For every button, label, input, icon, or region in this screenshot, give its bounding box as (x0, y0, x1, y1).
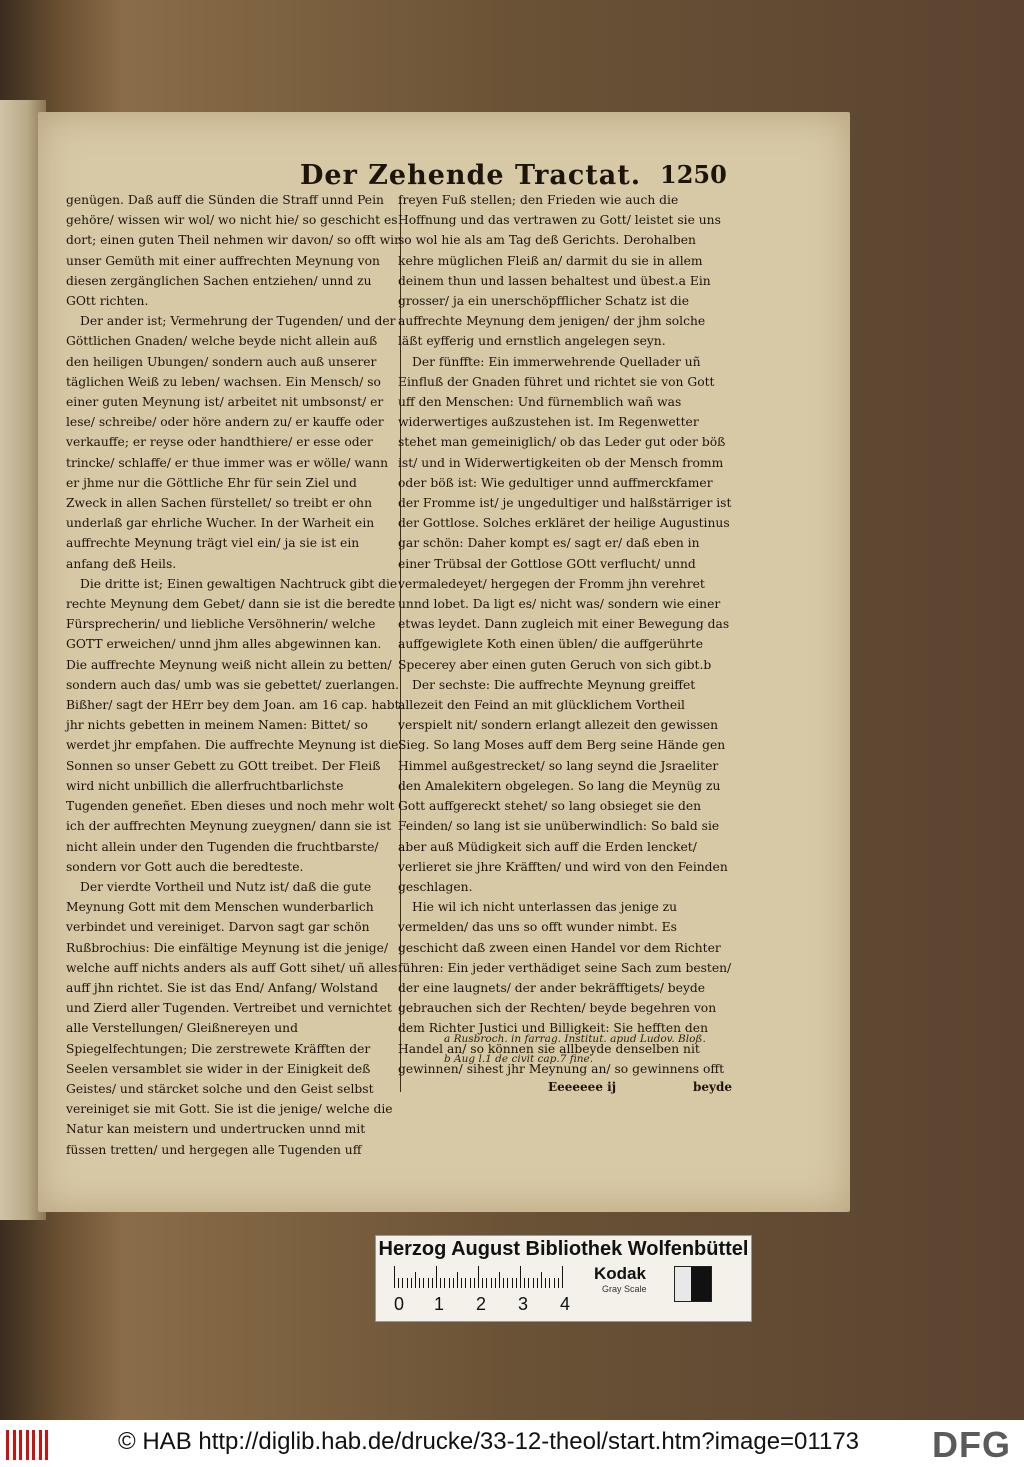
ruler-tick (436, 1266, 437, 1288)
ruler-tick (478, 1266, 479, 1288)
ruler-tick (486, 1278, 487, 1288)
ruler-tick (407, 1278, 408, 1288)
gray-swatch (674, 1266, 712, 1302)
kodak-logo: Kodak (594, 1264, 646, 1283)
barcode-icon (6, 1430, 52, 1460)
ruler-tick (432, 1278, 433, 1288)
barcode-bar (13, 1430, 16, 1460)
paragraph: genügen. Daß auff die Sünden die Straff unnd Pein gehöre/ wissen wir wol/ wo nicht hie/ so geschicht es dort; einen guten Theil nehmen wir davon/ so offt wir unser Gemüth mit einer auffrechten Meynung von diesen zergänglichen Sachen entziehen/ unnd zu GOtt richten. (66, 193, 400, 309)
scale-ruler (394, 1266, 562, 1288)
barcode-bar (6, 1430, 9, 1460)
ruler-number: 0 (394, 1294, 405, 1314)
ruler-tick (423, 1278, 424, 1288)
barcode-bar (45, 1430, 48, 1460)
copyright-link[interactable]: © HAB http://diglib.hab.de/drucke/33-12-theol/start.htm?image=01173 (118, 1428, 860, 1455)
ruler-tick (428, 1278, 429, 1288)
ruler-tick (549, 1278, 550, 1288)
ruler-tick (457, 1272, 458, 1288)
ruler-numbers (388, 1294, 578, 1316)
paragraph: Der fünffte: Ein immerwehrende Quellader uñ Einfluß der Gnaden führet und richtet sie von Gott uff den Menschen: Und fürnemblich wañ was widerwertiges außzustehen ist. Im Regenwetter stehet man gemeiniglich/ ob das Leder gut oder böß ist/ und in Widerwertigkeiten ob der Mensch fromm oder böß ist: Wie gedultiger unnd auffmerckfamer der Fromme ist/ je ungedultiger und halßstärriger ist der Gottlose. Solches erkläret der heilige Augustinus gar schön: Daher kompt es/ sagt er/ daß eben in einer Trübsal der Gottlose GOtt verflucht/ unnd vermaledeyet/ hergegen der Fromm jhn verehret unnd lobet. Da ligt es/ nicht was/ sondern wie einer etwas leydet. Dann zugleich mit einer Bewegung das auffgewiglete Koth einen üblen/ die auffgerührte Specerey aber einen guten Geruch von sich gibt.b (398, 354, 732, 672)
ruler-number: 2 (476, 1294, 487, 1314)
ruler-tick (411, 1278, 412, 1288)
ruler-tick (528, 1278, 529, 1288)
ruler-tick (453, 1278, 454, 1288)
folio-number: 1250 (660, 160, 727, 189)
ruler-tick (440, 1278, 441, 1288)
ruler-tick (516, 1278, 517, 1288)
catchword: beyde (693, 1080, 733, 1094)
ruler-tick (541, 1272, 542, 1288)
color-scale-card (375, 1235, 752, 1322)
ruler-tick (482, 1278, 483, 1288)
ruler-tick (419, 1278, 420, 1288)
ruler-tick (394, 1266, 395, 1288)
ruler-tick (499, 1272, 500, 1288)
dfg-logo: DFG (932, 1424, 1011, 1465)
ruler-number: 3 (518, 1294, 529, 1314)
paragraph: Der sechste: Die auffrechte Meynung greiffet allezeit den Feind an mit glücklichem Vortheil verspielt nit/ sondern erlangt allezeit den gewissen Sieg. So lang Moses auff dem Berg seine Hände gen Himmel außgestrecket/ so lang seynd die Jsraeliter den Amalekitern obgelegen. So lang die Meynüg zu Gott auffgereckt stehet/ so lang obsieget sie den Feinden/ so lang ist sie unüberwindlich: So bald sie aber auß Müdigkeit sich auff die Erden lencket/ verlieret sie jhre Kräfften/ und wird von den Feinden geschlagen. (398, 677, 728, 894)
footer-bar (0, 1420, 1024, 1467)
paragraph: Die dritte ist; Einen gewaltigen Nachtruck gibt die rechte Meynung dem Gebet/ dann sie ist die beredte Fürsprecherin/ und liebliche Versöhnerin/ welche GOTT erweichen/ unnd jhm alles abgewinnen kan. Die auffrechte Meynung weiß nicht allein zu betten/ sondern auch das/ umb was sie gebettet/ zuerlangen. Bißher/ sagt der HErr bey dem Joan. am 16 cap. habt jhr nichts gebetten in meinem Namen: Bittet/ so werdet jhr empfahen. Die auffrechte Meynung ist die Sonnen so unser Gebett zu GOtt treibet. Der Fleiß wird nicht unbillich die allerfruchtbarlichste Tugenden geneñet. Eben dieses und noch mehr wolt ich der auffrechten Meynung zueygnen/ dann sie ist nicht allein under den Tugenden die fruchtbarste/ sondern vor Gott auch die beredteste. (66, 576, 400, 874)
ruler-tick (562, 1266, 563, 1288)
signature-mark: Eeeeeee ij (548, 1080, 617, 1094)
barcode-bar (39, 1430, 42, 1460)
ruler-number: 1 (434, 1294, 445, 1314)
ruler-tick (474, 1278, 475, 1288)
ruler-tick (512, 1278, 513, 1288)
ruler-number: 4 (560, 1294, 571, 1314)
footnote: a Rusbroch. in farrag. Institut. apud Ludov. Bloß. (444, 1033, 706, 1045)
ruler-tick (444, 1278, 445, 1288)
paragraph: Der vierdte Vortheil und Nutz ist/ daß die gute Meynung Gott mit dem Menschen wunderbarlich verbindet und vereiniget. Darvon sagt gar schön Rußbrochius: Die einfältige Meynung ist die jenige/ welche auff nichts anders als auff Gott sihet/ uñ alles auff jhn richtet. Sie ist das End/ Anfang/ Wolstand und Zierd aller Tugenden. Vertreibet und vernichtet alle Verstellungen/ Gleißnereyen und Spiegelfechtungen; Die zerstrewete Kräfften der Seelen versamblet sie wider in der Einigkeit deß Geistes/ und stärcket solche und den Geist selbst vereiniget sie mit Gott. Sie ist die jenige/ welche die Natur kan meistern und undertrucken unnd mit füssen tretten/ und hergegen alle Tugenden uff (66, 879, 398, 1157)
ruler-tick (507, 1278, 508, 1288)
barcode-bar (26, 1430, 29, 1460)
ruler-tick (398, 1278, 399, 1288)
paragraph: freyen Fuß stellen; den Frieden wie auch die Hoffnung und das vertrawen zu Gott/ leistet sie uns so wol hie als am Tag deß Gerichts. Derohalben kehre müglichen Fleiß an/ darmit du sie in allem deinem thun und lassen behaltest und übest.a Ein grosser/ ja ein unerschöpfflicher Schatz ist die auffrechte Meynung dem jenigen/ der jhm solche läßt eyfferig und ernstlich angelegen seyn. (398, 193, 721, 349)
barcode-bar (19, 1430, 22, 1460)
barcode-bar (32, 1430, 35, 1460)
library-name: Herzog August Bibliothek Wolfenbüttel (378, 1238, 749, 1260)
book-page (38, 112, 850, 1212)
ruler-tick (415, 1272, 416, 1288)
left-column (66, 190, 400, 1160)
ruler-tick (449, 1278, 450, 1288)
ruler-tick (537, 1278, 538, 1288)
ruler-tick (470, 1278, 471, 1288)
ruler-tick (524, 1278, 525, 1288)
ruler-tick (491, 1278, 492, 1288)
gray-scale-label: Gray Scale (602, 1284, 647, 1294)
ruler-tick (533, 1278, 534, 1288)
ruler-tick (545, 1278, 546, 1288)
ruler-tick (495, 1278, 496, 1288)
ruler-tick (461, 1278, 462, 1288)
ruler-tick (558, 1278, 559, 1288)
footnotes (444, 1030, 744, 1070)
ruler-tick (520, 1266, 521, 1288)
footnote: b Aug l.1 de civit cap.7 fine. (444, 1053, 594, 1065)
running-title: Der Zehende Tractat. (300, 160, 642, 191)
ruler-tick (503, 1278, 504, 1288)
paragraph: Der ander ist; Vermehrung der Tugenden/ und der Göttlichen Gnaden/ welche beyde nicht allein auß den heiligen Ubungen/ sondern auch auß unserer täglichen Weiß zu leben/ wachsen. Ein Mensch/ so einer guten Meynung ist/ arbeitet nit umbsonst/ er lese/ schreibe/ oder höre andern zu/ er kauffe oder verkauffe; er reyse oder handthiere/ er esse oder trincke/ schlaffe/ er thue immer was er wölle/ wann er jhme nur die Göttliche Ehr für sein Ziel und Zweck in allen Sachen fürstellet/ so treibt er ohn underlaß gar ehrliche Wucher. In der Warheit ein auffrechte Meynung trägt viel ein/ ja sie ist ein anfang deß Heils. (66, 314, 396, 571)
ruler-tick (402, 1278, 403, 1288)
ruler-tick (554, 1278, 555, 1288)
paragraph: Hie wil ich nicht unterlassen das jenige zu vermelden/ das uns so offt wunder nimbt. Es geschicht daß zween einen Handel vor dem Richter führen: Ein jeder verthädiget seine Sach zum besten/ der eine laugnets/ der ander bekräfftigets/ beyde gebrauchen sich der Rechten/ beyde begehren von dem Richter Justici und Billigkeit: Sie hefften den Handel an/ so können sie allbeyde denselben nit gewinnen/ sihest jhr Meynung an/ so gewinnens offt (398, 900, 732, 1076)
ruler-tick (465, 1278, 466, 1288)
right-column (398, 190, 732, 1079)
